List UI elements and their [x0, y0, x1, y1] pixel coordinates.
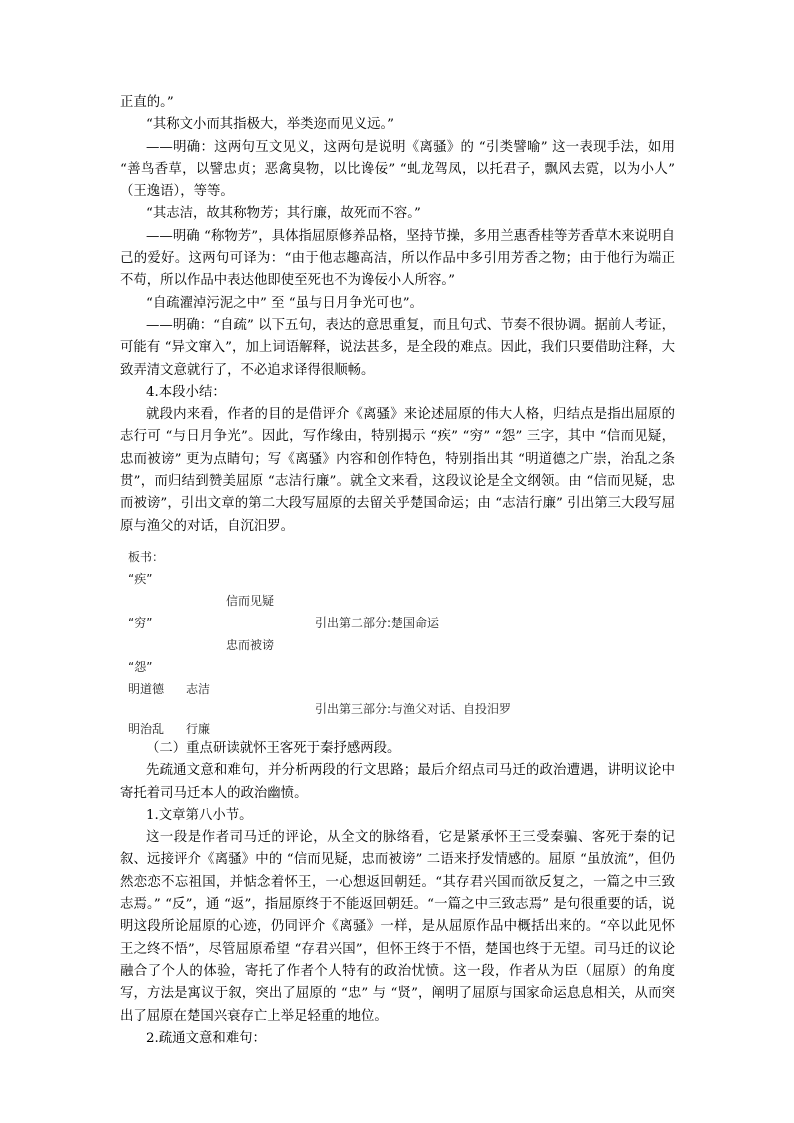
board-item: 信而见疑	[226, 593, 275, 608]
board-item: “疾”	[128, 571, 153, 586]
section-heading: 4.本段小结：	[146, 384, 226, 400]
section-heading: （二）重点研读就怀王客死于秦抒感两段。	[146, 740, 401, 756]
explanation-paragraph: ——明确：“自疏” 以下五句，表达的意思重复，而且句式、节奏不很协调。据前人考证，可能有 “异文窜入”，加上词语解释，说法甚多，是全段的难点。因此，我们只要借助注释，大致弄清文意就行了，不必追求译得很顺畅。	[120, 317, 675, 378]
paragraph: 这一段是作者司马迁的评论，从全文的脉络看，它是紧承怀王三受秦骗、客死于秦的记叙、远接评介《离骚》中的 “信而见疑，忠而被谤” 二语来抒发情感的。屈原 “虽放流”，但仍然恋恋不忘祖国，并惦念着怀王，一心想返回朝廷。“其存君兴国而欲反复之，一篇之中三致志焉。” “反”，通 “返”，指屈原终于不能返回朝廷。“一篇之中三致志焉” 是句很重要的话，说明这段所论屈原的心迹，仍同评介《离骚》一样，是从屈原作品中概括出来的。“卒以此见怀王之终不悟”，尽管屈原希望 “存君兴国”，但怀王终于不悟，楚国也终于无望。司马迁的议论融合了个人的体验，寄托了作者个人特有的政治忧愤。这一段，作者从为臣（屈原）的角度写，方法是寓议于叙，突出了屈原的 “忠” 与 “贤”，阐明了屈原与国家命运息息相关，从而突出了屈原在楚国兴衰存亡上举足轻重的地位。	[120, 830, 675, 1024]
section-heading: 2.疏通文意和难句：	[146, 1030, 266, 1046]
blackboard-notes	[120, 544, 675, 734]
board-title: 板书：	[128, 549, 165, 564]
document-page	[120, 92, 675, 1050]
board-item: 引出第二部分:楚国命运	[315, 615, 440, 630]
board-item: 明道德	[128, 681, 165, 696]
section-heading: 1.文章第八小节。	[146, 807, 253, 823]
paragraph: 先疏通文意和难句，并分析两段的行文思路；最后介绍点司马迁的政治遭遇，讲明议论中寄托着司马迁本人的政治幽愤。	[120, 763, 675, 801]
quote-paragraph: “其称文小而其指极大，举类迩而见义远。”	[146, 117, 395, 133]
board-item: “怨”	[128, 659, 153, 674]
quote-paragraph: “自疏濯淖污泥之中” 至 “虽与日月争光可也”。	[146, 295, 423, 311]
paragraph: 正直的。”	[120, 95, 174, 110]
board-item: 明治乱	[128, 721, 165, 736]
board-item: 志洁	[186, 681, 211, 696]
board-item: 引出第三部分:与渔父对话、自投汨罗	[315, 701, 512, 716]
board-item: “穷”	[128, 615, 153, 630]
explanation-paragraph: ——明确 “称物芳”，具体指屈原修养品格，坚持节操，多用兰惠香桂等芳香草木来说明自己的爱好。这两句可译为：“由于他志趣高洁，所以作品中多引用芳香之物；由于他行为端正不苟，所以作品中表达他即使至死也不为谗佞小人所容。”	[120, 228, 675, 289]
explanation-paragraph: ——明确：这两句互文见义，这两句是说明《离骚》的 “引类譬喻” 这一表现手法，如用 “善鸟香草，以譬忠贞；恶禽臭物，以比谗佞” “虬龙驾凤，以托君子，飘风去霓，以为小人” （王逸语），等等。	[120, 139, 675, 200]
board-item: 忠而被谤	[226, 637, 275, 652]
board-item: 行廉	[186, 721, 211, 736]
summary-paragraph: 就段内来看，作者的目的是借评介《离骚》来论述屈原的伟大人格，归结点是指出屈原的志行可 “与日月争光”。因此，写作缘由，特别揭示 “疾” “穷” “怨” 三字，其中 “信而见疑，忠而被谤” 更为点睛句；写《离骚》内容和创作特色，特别指出其 “明道德之广崇，治乱之条贯”，而归结到赞美屈原 “志洁行廉”。就全文来看，这段议论是全文纲领。由 “信而见疑，忠而被谤”，引出文章的第二大段写屈原的去留关乎楚国命运；由 “志洁行廉” 引出第三大段写屈原与渔父的对话，自沉汨罗。	[120, 407, 675, 534]
quote-paragraph: “其志洁，故其称物芳；其行廉，故死而不容。”	[146, 206, 421, 222]
